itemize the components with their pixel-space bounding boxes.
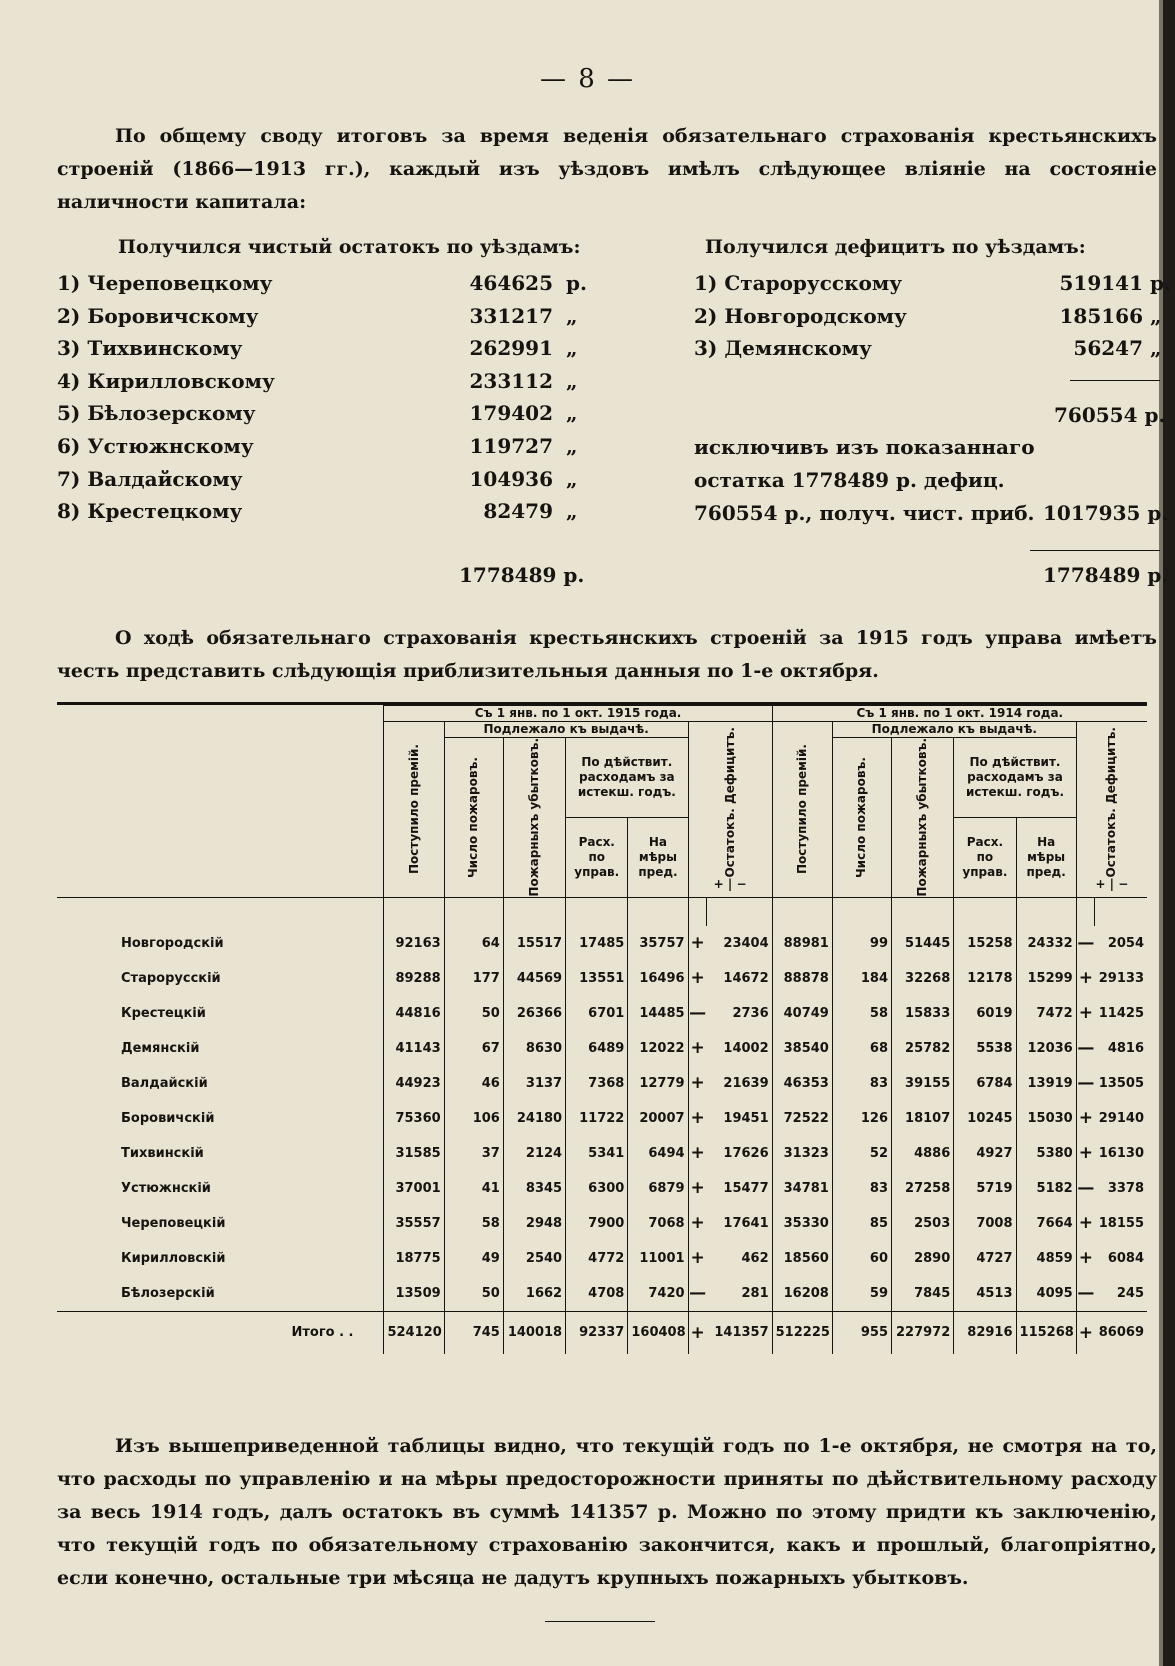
- spacer-cell: [1016, 897, 1076, 926]
- district-name: Валдайскій: [121, 1075, 208, 1091]
- total-fires-1915: 745: [444, 1311, 503, 1354]
- table-row: [57, 1066, 1147, 1101]
- district-name: Демянскій: [121, 1040, 200, 1056]
- table-row: [57, 1206, 1147, 1241]
- cell-sign-1915: +: [688, 1031, 707, 1066]
- cell-premiums-1915: 35557: [384, 1206, 444, 1241]
- left-total: 1778489 р.: [459, 563, 585, 587]
- total-sign-1915: +: [688, 1311, 707, 1354]
- surplus-unit: „: [566, 499, 578, 524]
- total-premiums-1914: 512225: [772, 1311, 832, 1354]
- spacer-cell: [628, 897, 688, 926]
- cell-premiums-1915: 13509: [384, 1276, 444, 1312]
- cell-balance-1914: 29133: [1098, 970, 1144, 986]
- table-row: [57, 961, 1147, 996]
- total-sign-1914: +: [1076, 1311, 1095, 1354]
- cell-sign-1914: +: [1076, 1101, 1095, 1136]
- cell-premiums-1914: 18560: [772, 1241, 832, 1276]
- table-row: [57, 1241, 1147, 1276]
- cell-losses-1915: 8630: [503, 1031, 565, 1066]
- insurance-table: [57, 705, 1147, 1354]
- surplus-unit: „: [566, 303, 578, 328]
- cell-balance-1915: 23404: [723, 935, 769, 951]
- cell-premiums-1914: 31323: [772, 1136, 832, 1171]
- cell-admin-1915: 7900: [566, 1206, 628, 1241]
- h-actual-1915: По дѣйствит. расходамъ за истекш. годъ.: [566, 738, 688, 818]
- cell-premiums-1914: 72522: [772, 1101, 832, 1136]
- cell-measures-1915: 7420: [628, 1276, 688, 1312]
- cell-sign-1915: +: [688, 1136, 707, 1171]
- cell-balance-1914: 18155: [1098, 1215, 1144, 1231]
- book-spine: [1163, 0, 1175, 1666]
- table-row: [57, 1101, 1147, 1136]
- cell-fires-1915: 64: [444, 926, 503, 961]
- cell-fires-1914: 126: [832, 1101, 891, 1136]
- total-admin-1915: 92337: [566, 1311, 628, 1354]
- cell-admin-1915: 6701: [566, 996, 628, 1031]
- table-row: [57, 1031, 1147, 1066]
- cell-sign-1914: —: [1076, 926, 1095, 961]
- cell-premiums-1915: 18775: [384, 1241, 444, 1276]
- spacer-cell: [444, 897, 503, 926]
- h-payable-1914: Подлежало къ выдачѣ.: [832, 722, 1076, 738]
- h-measures-1915: На мѣры пред.: [628, 817, 688, 897]
- cell-fires-1914: 184: [832, 961, 891, 996]
- header-blank: [57, 706, 384, 898]
- cell-admin-1915: 17485: [566, 926, 628, 961]
- cell-balance-1914: 11425: [1098, 1005, 1144, 1021]
- cell-losses-1915: 44569: [503, 961, 565, 996]
- cell-measures-1914: 7664: [1016, 1206, 1076, 1241]
- cell-balance-1914: 4816: [1107, 1040, 1144, 1056]
- cell-admin-1914: 10245: [954, 1101, 1016, 1136]
- cell-admin-1914: 7008: [954, 1206, 1016, 1241]
- closing-paragraph: [57, 1430, 1157, 1595]
- h-admin-1915: Расх. по управ.: [566, 817, 628, 897]
- cell-fires-1915: 177: [444, 961, 503, 996]
- cell-losses-1915: 1662: [503, 1276, 565, 1312]
- cell-measures-1915: 16496: [628, 961, 688, 996]
- cell-admin-1915: 7368: [566, 1066, 628, 1101]
- h-balance-1915: [688, 722, 772, 898]
- cell-balance-1915: 17626: [723, 1145, 769, 1161]
- cell-losses-1914: 4886: [892, 1136, 954, 1171]
- total-measures-1914: 115268: [1016, 1311, 1076, 1354]
- table-row: [57, 1171, 1147, 1206]
- cell-sign-1915: +: [688, 1101, 707, 1136]
- cell-losses-1915: 2124: [503, 1136, 565, 1171]
- cell-sign-1914: —: [1076, 1276, 1095, 1312]
- cell-sign-1914: +: [1076, 961, 1095, 996]
- cell-balance-1914: 16130: [1098, 1145, 1144, 1161]
- cell-losses-1915: 8345: [503, 1171, 565, 1206]
- cell-sign-1915: +: [688, 1206, 707, 1241]
- cell-measures-1915: 12779: [628, 1066, 688, 1101]
- left-heading: Получился чистый остатокъ по уѣздамъ:: [118, 236, 581, 258]
- cell-losses-1914: 51445: [892, 926, 954, 961]
- cell-losses-1915: 2948: [503, 1206, 565, 1241]
- cell-sign-1915: +: [688, 926, 707, 961]
- cell-balance-1914: 6084: [1107, 1250, 1144, 1266]
- cell-losses-1914: 15833: [892, 996, 954, 1031]
- cell-measures-1915: 11001: [628, 1241, 688, 1276]
- cell-measures-1915: 7068: [628, 1206, 688, 1241]
- h-premiums-1914-text: Поступило премій.: [794, 744, 809, 875]
- district-name: Устюжнскій: [121, 1180, 211, 1196]
- surplus-unit: р.: [566, 271, 587, 295]
- spacer-cell: [503, 897, 565, 926]
- cell-admin-1914: 5538: [954, 1031, 1016, 1066]
- deficit-unit: р.: [1150, 271, 1171, 295]
- cell-fires-1914: 68: [832, 1031, 891, 1066]
- surplus-value: 464625: [469, 271, 553, 295]
- cell-premiums-1915: 89288: [384, 961, 444, 996]
- note-line-1: исключивъ изъ показаннаго: [694, 435, 1035, 459]
- cell-balance-1915: 462: [741, 1250, 769, 1266]
- h-losses-1914-text: Пожарныхъ убытковъ.: [915, 738, 930, 897]
- cell-sign-1915: —: [688, 996, 707, 1031]
- spacer-cell: [707, 897, 772, 926]
- cell-measures-1915: 6879: [628, 1171, 688, 1206]
- h-losses-1914: [892, 738, 954, 898]
- deficit-label: 3) Демянскому: [694, 336, 872, 361]
- surplus-value: 262991: [469, 336, 553, 361]
- table-body: [57, 897, 1147, 1354]
- surplus-label: 2) Боровичскому: [57, 303, 259, 328]
- total-label: Итого . .: [57, 1311, 384, 1354]
- cell-premiums-1915: 92163: [384, 926, 444, 961]
- cell-admin-1915: 11722: [566, 1101, 628, 1136]
- cell-balance-1915: 14002: [723, 1040, 769, 1056]
- h-balance-1915-text: Остатокъ. Дефицитъ.: [722, 726, 737, 877]
- cell-premiums-1915: 31585: [384, 1136, 444, 1171]
- total-losses-1914: 227972: [892, 1311, 954, 1354]
- note-line-2: остатка 1778489 р. дефиц.: [694, 468, 1005, 492]
- h-losses-1915-text: Пожарныхъ убытковъ.: [526, 738, 541, 897]
- cell-losses-1914: 32268: [892, 961, 954, 996]
- district-name: Тихвинскій: [121, 1145, 204, 1161]
- right-total: 1778489 р.: [1043, 563, 1169, 587]
- district-name: Крестецкій: [121, 1005, 206, 1021]
- right-total-rule: [1030, 550, 1160, 551]
- cell-premiums-1915: 44816: [384, 996, 444, 1031]
- cell-sign-1914: +: [1076, 1206, 1095, 1241]
- cell-measures-1914: 4859: [1016, 1241, 1076, 1276]
- table-row: [57, 926, 1147, 961]
- deficit-label: 2) Новгородскому: [694, 303, 907, 328]
- surplus-label: 1) Череповецкому: [57, 271, 273, 295]
- cell-balance-1914: 29140: [1098, 1110, 1144, 1126]
- total-balance-1915: 141357: [707, 1311, 772, 1354]
- spacer-row: [57, 897, 1147, 926]
- h-premiums-1914: [772, 722, 832, 898]
- cell-measures-1914: 4095: [1016, 1276, 1076, 1312]
- h-payable-1915: Подлежало къ выдачѣ.: [444, 722, 688, 738]
- mid-paragraph: [57, 622, 1157, 688]
- cell-balance-1914: 13505: [1098, 1075, 1144, 1091]
- h-admin-1914: Расх. по управ.: [954, 817, 1016, 897]
- cell-sign-1915: +: [688, 961, 707, 996]
- intro-text: По общему своду итоговъ за время веденія обязательнаго страхованія крестьянскихъ строеній (1866—1913 гг.), каждый изъ уѣздовъ имѣлъ слѣдующее вліяніе на состояніе наличности капитала:: [57, 125, 1157, 213]
- h-premiums-1915: [384, 722, 444, 898]
- cell-balance-1914: 3378: [1107, 1180, 1144, 1196]
- h-fires-1915-text: Число пожаровъ.: [466, 756, 481, 878]
- cell-balance-1914: 245: [1116, 1285, 1144, 1301]
- cell-fires-1914: 85: [832, 1206, 891, 1241]
- deficit-value: 519141: [1059, 271, 1143, 295]
- total-admin-1914: 82916: [954, 1311, 1016, 1354]
- surplus-label: 3) Тихвинскому: [57, 336, 243, 361]
- cell-sign-1915: +: [688, 1171, 707, 1206]
- table-row: [57, 1276, 1147, 1312]
- cell-balance-1915: 14672: [723, 970, 769, 986]
- intro-paragraph: [57, 120, 1157, 219]
- district-name: Новгородскій: [121, 935, 224, 951]
- deficit-value: 56247: [1073, 336, 1143, 361]
- cell-admin-1915: 4708: [566, 1276, 628, 1312]
- total-row: [57, 1311, 1147, 1354]
- cell-fires-1914: 83: [832, 1066, 891, 1101]
- surplus-value: 82479: [483, 499, 553, 524]
- cell-losses-1914: 2890: [892, 1241, 954, 1276]
- surplus-unit: „: [566, 434, 578, 458]
- cell-fires-1915: 41: [444, 1171, 503, 1206]
- cell-measures-1914: 15030: [1016, 1101, 1076, 1136]
- cell-balance-1914: 2054: [1107, 935, 1144, 951]
- h-fires-1914: [832, 738, 891, 898]
- right-subtotal: 760554 р.: [1054, 403, 1166, 427]
- note-line-3: 760554 р., получ. чист. приб.: [694, 501, 1035, 525]
- spacer-cell: [384, 897, 444, 926]
- cell-fires-1915: 67: [444, 1031, 503, 1066]
- cell-losses-1914: 39155: [892, 1066, 954, 1101]
- cell-fires-1915: 37: [444, 1136, 503, 1171]
- total-premiums-1915: 524120: [384, 1311, 444, 1354]
- cell-sign-1914: —: [1076, 1031, 1095, 1066]
- cell-admin-1915: 4772: [566, 1241, 628, 1276]
- cell-fires-1915: 50: [444, 996, 503, 1031]
- spacer-cell: [892, 897, 954, 926]
- spacer-cell: [688, 897, 707, 926]
- surplus-unit: „: [566, 401, 578, 426]
- cell-premiums-1914: 38540: [772, 1031, 832, 1066]
- cell-premiums-1914: 46353: [772, 1066, 832, 1101]
- cell-admin-1914: 6019: [954, 996, 1016, 1031]
- cell-sign-1915: +: [688, 1066, 707, 1101]
- deficit-value: 185166: [1059, 303, 1143, 328]
- deficit-label: 1) Старорусскому: [694, 271, 903, 295]
- district-name: Старорусскій: [121, 970, 221, 986]
- cell-measures-1914: 5182: [1016, 1171, 1076, 1206]
- district-name: Кирилловскій: [121, 1250, 226, 1266]
- h-actual-1914: По дѣйствит. расходамъ за истекш. годъ.: [954, 738, 1076, 818]
- cell-admin-1915: 6489: [566, 1031, 628, 1066]
- surplus-label: 4) Кирилловскому: [57, 368, 275, 393]
- cell-measures-1914: 5380: [1016, 1136, 1076, 1171]
- cell-premiums-1914: 34781: [772, 1171, 832, 1206]
- cell-fires-1915: 58: [444, 1206, 503, 1241]
- closing-text: Изъ вышеприведенной таблицы видно, что текущій годъ по 1-е октября, не смотря на то, что расходы по управленію и на мѣры предосторожности приняты по дѣйствительному расходу за весь 1914 годъ, далъ остатокъ въ суммѣ 141357 р. Можно по этому придти къ заключенію, что текущій годъ по обязательному страхованію закончится, какъ и прошлый, благопріятно, если конечно, остальные три мѣсяца не дадутъ крупныхъ пожарныхъ убытковъ.: [57, 1435, 1157, 1589]
- district-name: Боровичскій: [121, 1110, 215, 1126]
- cell-premiums-1914: 88981: [772, 926, 832, 961]
- period-1915: Съ 1 янв. по 1 окт. 1915 года.: [384, 706, 772, 722]
- cell-measures-1915: 20007: [628, 1101, 688, 1136]
- cell-losses-1915: 26366: [503, 996, 565, 1031]
- h-losses-1915: [503, 738, 565, 898]
- cell-fires-1915: 49: [444, 1241, 503, 1276]
- surplus-value: 331217: [469, 303, 553, 328]
- h-pm-1915: + | −: [713, 877, 747, 891]
- cell-fires-1915: 50: [444, 1276, 503, 1312]
- period-1914: Съ 1 янв. по 1 окт. 1914 года.: [772, 706, 1147, 722]
- h-pm-1914: + | −: [1095, 877, 1129, 891]
- cell-admin-1914: 4513: [954, 1276, 1016, 1312]
- cell-fires-1914: 52: [832, 1136, 891, 1171]
- note-value: 1017935 р.: [1043, 501, 1169, 525]
- right-rule: [1070, 380, 1160, 381]
- cell-measures-1915: 12022: [628, 1031, 688, 1066]
- cell-admin-1914: 6784: [954, 1066, 1016, 1101]
- cell-measures-1915: 6494: [628, 1136, 688, 1171]
- cell-losses-1915: 3137: [503, 1066, 565, 1101]
- surplus-value: 233112: [469, 368, 553, 393]
- cell-fires-1914: 99: [832, 926, 891, 961]
- h-balance-1914: [1076, 722, 1147, 898]
- table-row: [57, 1136, 1147, 1171]
- spacer-cell: [954, 897, 1016, 926]
- surplus-unit: „: [566, 466, 578, 491]
- cell-measures-1914: 7472: [1016, 996, 1076, 1031]
- cell-admin-1914: 5719: [954, 1171, 1016, 1206]
- cell-losses-1914: 18107: [892, 1101, 954, 1136]
- surplus-label: 7) Валдайскому: [57, 466, 243, 491]
- cell-measures-1915: 14485: [628, 996, 688, 1031]
- cell-fires-1914: 59: [832, 1276, 891, 1312]
- cell-balance-1915: 281: [741, 1285, 769, 1301]
- cell-fires-1914: 60: [832, 1241, 891, 1276]
- spacer-cell: [1095, 897, 1147, 926]
- cell-admin-1914: 4927: [954, 1136, 1016, 1171]
- cell-measures-1914: 13919: [1016, 1066, 1076, 1101]
- cell-admin-1915: 6300: [566, 1171, 628, 1206]
- cell-losses-1914: 7845: [892, 1276, 954, 1312]
- cell-measures-1914: 12036: [1016, 1031, 1076, 1066]
- total-losses-1915: 140018: [503, 1311, 565, 1354]
- mid-text: О ходѣ обязательнаго страхованія крестьянскихъ строеній за 1915 годъ управа имѣетъ честь представить слѣдующія приблизительныя данныя по 1-е октября.: [57, 627, 1157, 682]
- bottom-rule: [545, 1621, 655, 1622]
- cell-admin-1914: 12178: [954, 961, 1016, 996]
- cell-premiums-1915: 37001: [384, 1171, 444, 1206]
- spacer-cell: [566, 897, 628, 926]
- surplus-value: 119727: [469, 434, 553, 458]
- cell-fires-1915: 106: [444, 1101, 503, 1136]
- cell-premiums-1914: 40749: [772, 996, 832, 1031]
- cell-balance-1915: 19451: [723, 1110, 769, 1126]
- cell-premiums-1915: 75360: [384, 1101, 444, 1136]
- spacer-cell: [57, 897, 384, 926]
- spacer-cell: [772, 897, 832, 926]
- page-number: — 8 —: [539, 64, 636, 94]
- h-fires-1915: [444, 738, 503, 898]
- cell-measures-1915: 35757: [628, 926, 688, 961]
- h-measures-1914: На мѣры пред.: [1016, 817, 1076, 897]
- cell-balance-1915: 21639: [723, 1075, 769, 1091]
- cell-fires-1915: 46: [444, 1066, 503, 1101]
- surplus-value: 179402: [469, 401, 553, 426]
- total-balance-1914: 86069: [1095, 1311, 1147, 1354]
- cell-balance-1915: 15477: [723, 1180, 769, 1196]
- table-row: [57, 996, 1147, 1031]
- surplus-label: 8) Крестецкому: [57, 499, 243, 524]
- cell-sign-1914: +: [1076, 1241, 1095, 1276]
- cell-losses-1915: 24180: [503, 1101, 565, 1136]
- spacer-cell: [1076, 897, 1095, 926]
- cell-balance-1915: 17641: [723, 1215, 769, 1231]
- cell-premiums-1915: 44923: [384, 1066, 444, 1101]
- cell-sign-1914: +: [1076, 996, 1095, 1031]
- cell-fires-1914: 58: [832, 996, 891, 1031]
- deficit-unit: „: [1150, 303, 1162, 328]
- cell-measures-1914: 24332: [1016, 926, 1076, 961]
- district-name: Бѣлозерскій: [121, 1285, 215, 1301]
- surplus-label: 6) Устюжнскому: [57, 434, 254, 458]
- h-premiums-1915-text: Поступило премій.: [406, 744, 421, 875]
- cell-admin-1915: 13551: [566, 961, 628, 996]
- cell-losses-1914: 2503: [892, 1206, 954, 1241]
- surplus-unit: „: [566, 336, 578, 361]
- total-measures-1915: 160408: [628, 1311, 688, 1354]
- cell-losses-1914: 27258: [892, 1171, 954, 1206]
- cell-premiums-1914: 35330: [772, 1206, 832, 1241]
- surplus-value: 104936: [469, 466, 553, 491]
- cell-losses-1915: 2540: [503, 1241, 565, 1276]
- cell-sign-1915: +: [688, 1241, 707, 1276]
- cell-losses-1914: 25782: [892, 1031, 954, 1066]
- surplus-unit: „: [566, 368, 578, 393]
- cell-measures-1914: 15299: [1016, 961, 1076, 996]
- cell-sign-1914: +: [1076, 1136, 1095, 1171]
- cell-losses-1915: 15517: [503, 926, 565, 961]
- cell-fires-1914: 83: [832, 1171, 891, 1206]
- cell-sign-1915: —: [688, 1276, 707, 1312]
- deficit-unit: „: [1150, 336, 1162, 361]
- surplus-label: 5) Бѣлозерскому: [57, 401, 256, 426]
- cell-sign-1914: —: [1076, 1066, 1095, 1101]
- cell-admin-1914: 4727: [954, 1241, 1016, 1276]
- cell-admin-1915: 5341: [566, 1136, 628, 1171]
- cell-balance-1915: 2736: [732, 1005, 769, 1021]
- cell-sign-1914: —: [1076, 1171, 1095, 1206]
- cell-premiums-1914: 16208: [772, 1276, 832, 1312]
- cell-premiums-1914: 88878: [772, 961, 832, 996]
- total-fires-1914: 955: [832, 1311, 891, 1354]
- cell-premiums-1915: 41143: [384, 1031, 444, 1066]
- cell-admin-1914: 15258: [954, 926, 1016, 961]
- district-name: Череповецкій: [121, 1215, 226, 1231]
- right-heading: Получился дефицитъ по уѣздамъ:: [705, 236, 1086, 258]
- spacer-cell: [832, 897, 891, 926]
- h-fires-1914-text: Число пожаровъ.: [854, 756, 869, 878]
- h-balance-1914-text: Остатокъ. Дефицитъ.: [1104, 726, 1119, 877]
